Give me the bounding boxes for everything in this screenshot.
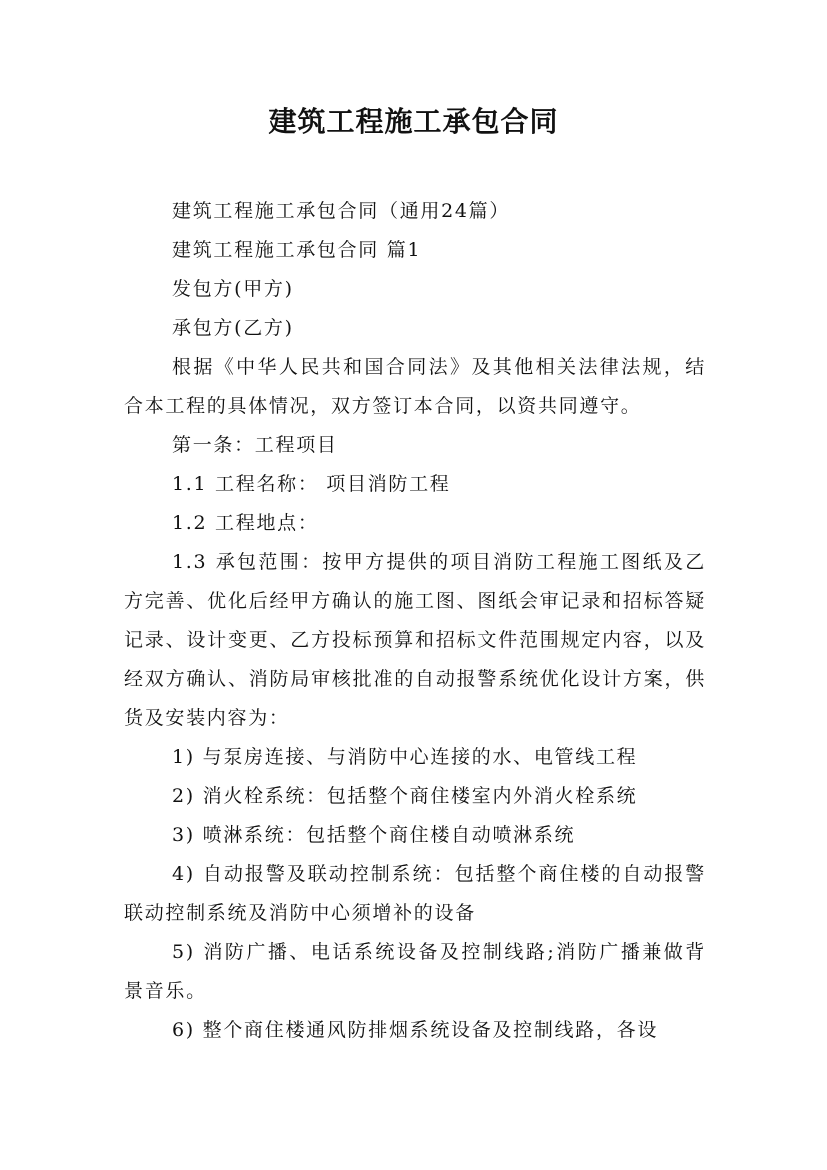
paragraph-section-title: 建筑工程施工承包合同 篇1 [172, 239, 422, 261]
paragraph-party-a: 发包方(甲方) [172, 278, 294, 300]
paragraph-preamble: 根据《中华人民共和国合同法》及其他相关法律法规，结合本工程的具体情况，双方签订本合同，以资共同遵守。 [124, 356, 706, 417]
paragraph-clause-1-2: 1.2 工程地点： [172, 512, 319, 534]
paragraph-item-5: 5) 消防广播、电话系统设备及控制线路;消防广播兼做背景音乐。 [124, 941, 706, 1002]
paragraph-item-3: 3) 喷淋系统：包括整个商住楼自动喷淋系统 [172, 824, 576, 846]
paragraph-item-6: 6) 整个商住楼通风防排烟系统设备及控制线路，各设 [172, 1019, 659, 1041]
document-body [124, 192, 706, 1050]
paragraph-item-1: 1) 与泵房连接、与消防中心连接的水、电管线工程 [172, 746, 638, 768]
paragraph-clause-1-1: 1.1 工程名称： 项目消防工程 [172, 473, 451, 495]
paragraph-item-2: 2) 消火栓系统：包括整个商住楼室内外消火栓系统 [172, 785, 638, 807]
paragraph-party-b: 承包方(乙方) [172, 317, 294, 339]
paragraph-article-1: 第一条：工程项目 [172, 434, 338, 456]
paragraph-item-4: 4) 自动报警及联动控制系统：包括整个商住楼的自动报警联动控制系统及消防中心须增补的设备 [124, 863, 706, 924]
paragraph-clause-1-3: 1.3 承包范围：按甲方提供的项目消防工程施工图纸及乙方完善、优化后经甲方确认的施工图、图纸会审记录和招标答疑记录、设计变更、乙方投标预算和招标文件范围规定内容，以及经双方确认、消防局审核批准的自动报警系统优化设计方案，供货及安装内容为： [124, 551, 706, 729]
paragraph-heading: 建筑工程施工承包合同（通用24篇） [172, 200, 511, 222]
document-title: 建筑工程施工承包合同 [268, 105, 559, 138]
